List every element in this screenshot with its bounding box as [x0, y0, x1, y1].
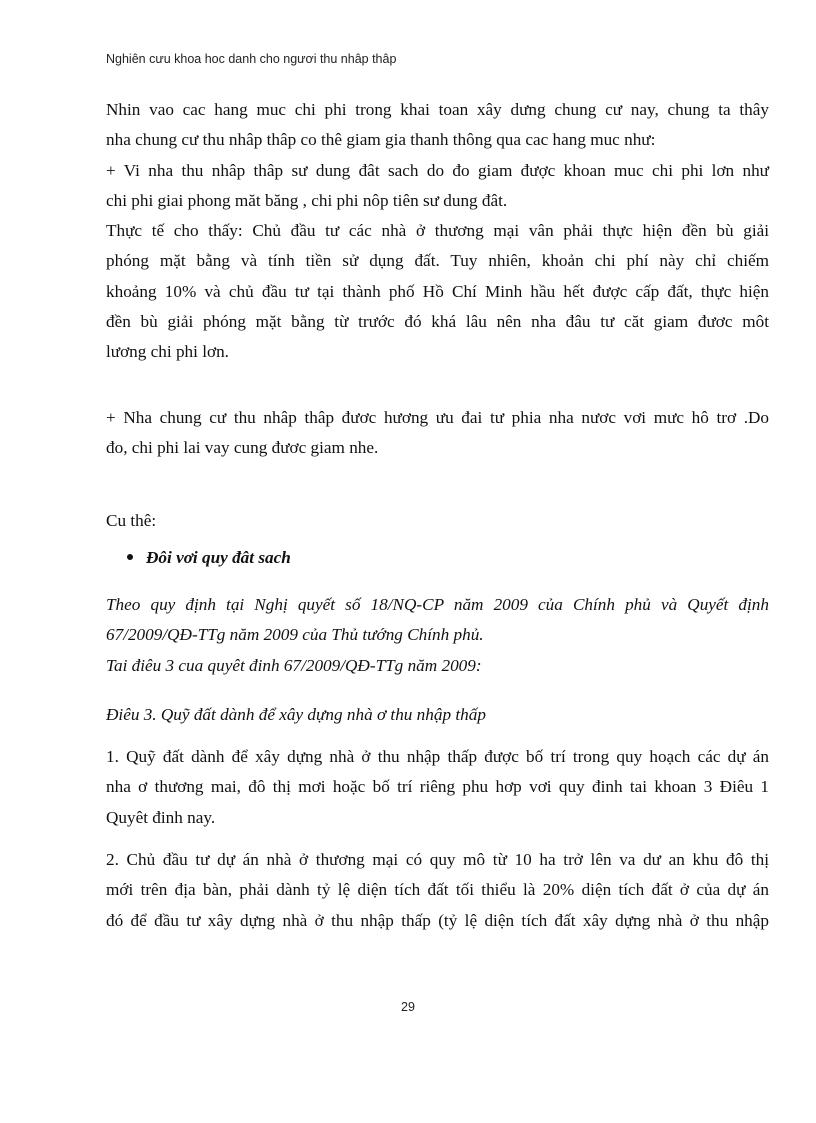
bullet-icon: [127, 554, 133, 560]
paragraph-cost-items: [106, 95, 769, 216]
paragraph-specifically: [106, 506, 769, 536]
text-line: + Nha chung cư thu nhâp thâp đươc hương ưu đai tư phia nha nươc vơi mưc hô trơ .Do: [106, 408, 769, 427]
text-line: Quyêt đinh nay.: [106, 807, 216, 827]
text-line: 1. Quỹ đất dành để xây dựng nhà ở thu nhập thấp được bố trí trong quy hoạch các dự án: [106, 747, 769, 766]
bullet-heading: Đôi vơi quy đât sach: [146, 548, 291, 567]
text-line: 2. Chủ đầu tư dự án nhà ở thương mại có quy mô từ 10 ha trở lên va dư an khu đô thị: [106, 850, 769, 869]
text-line: đó để đầu tư xây dựng nhà ở thu nhập thấp (tỷ lệ diện tích đất xây dựng nhà ở thu nhập: [106, 910, 769, 930]
clause-2: [106, 845, 769, 936]
text-line: chi phi giai phong măt băng , chi phi nôp tiên sư dung đât.: [106, 190, 508, 210]
running-header: Nghiên cưu khoa hoc danh cho ngươi thu nhâp thâp: [106, 52, 397, 66]
text-line: Thực tế cho thấy: Chủ đầu tư các nhà ở thương mại vân phải thực hiện đền bù giải: [106, 221, 769, 240]
text-line: Nhin vao cac hang muc chi phi trong khai toan xây dưng chung cư nay, chung ta thây: [106, 100, 769, 119]
page-number: 29: [401, 1000, 415, 1014]
text-line: lương chi phi lơn.: [106, 342, 229, 362]
text-line: đền bù giải phóng mặt bằng từ trước đó khá lâu nên nha đâu tư căt giam đươc môt: [106, 311, 769, 331]
text-line: khoảng 10% và chủ đầu tư tại thành phố Hồ Chí Minh hầu hết được cấp đất, thực hiện: [106, 281, 769, 301]
text-line: phóng mặt bằng và tính tiền sử dụng đất. Tuy nhiên, khoản chi phí này chỉ chiếm: [106, 251, 769, 271]
text-line: nha chung cư thu nhâp thâp co thê giam gia thanh thông qua cac hang muc như:: [106, 130, 656, 150]
bullet-item-clean-land: [106, 543, 706, 573]
text-line: Điêu 3. Quỹ đất dành để xây dựng nhà ơ thu nhập thấp: [106, 705, 486, 724]
text-line: đo, chi phi lai vay cung đươc giam nhe.: [106, 438, 379, 458]
text-line: Tai điêu 3 cua quyêt đinh 67/2009/QĐ-TTg năm 2009:: [106, 655, 482, 675]
paragraph-incentives: [106, 403, 769, 464]
text-line: nha ơ thương mai, đô thị mơi hoặc bố trí riêng phu hơp vơi quy đinh tai khoan 3 Điêu 1: [106, 777, 769, 797]
text-line: Cu thê:: [106, 511, 157, 530]
text-line: + Vi nha thu nhâp thâp sư dung đât sach do đo giam được khoan muc chi phi lơn như: [106, 160, 769, 180]
article-title: [106, 700, 769, 730]
text-line: mới trên địa bàn, phải dành tỷ lệ diện tích đất tối thiểu là 20% diện tích đất ở của dự án: [106, 880, 769, 900]
clause-1: [106, 742, 769, 833]
text-line: 67/2009/QĐ-TTg năm 2009 của Thủ tướng Chính phủ.: [106, 625, 484, 645]
paragraph-reality: [106, 216, 769, 367]
italic-reference-block: [106, 590, 769, 681]
text-line: Theo quy định tại Nghị quyết số 18/NQ-CP năm 2009 của Chính phủ và Quyết định: [106, 595, 769, 614]
